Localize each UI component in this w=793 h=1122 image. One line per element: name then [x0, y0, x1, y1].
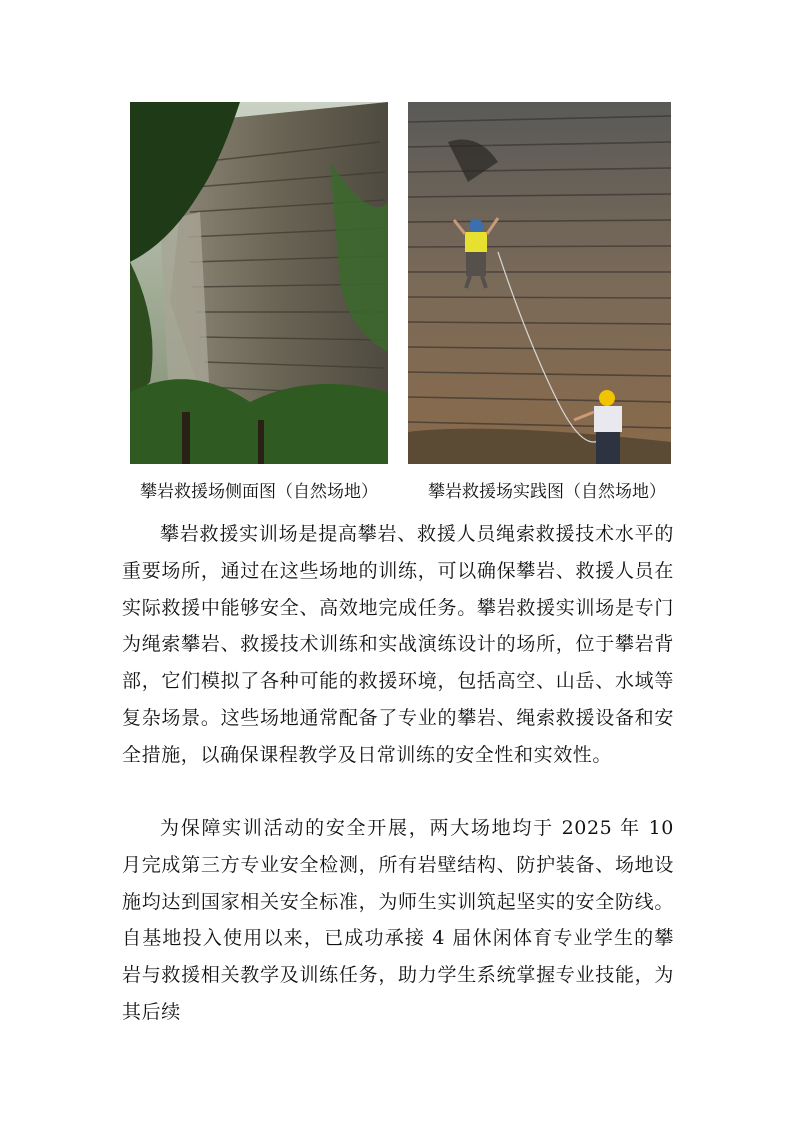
figure-caption-left: 攀岩救援场侧面图（自然场地）	[140, 482, 378, 502]
body-paragraph-2: 为保障实训活动的安全开展，两大场地均于 2025 年 10 月完成第三方专业安全检测，所有岩壁结构、防护装备、场地设施均达到国家相关安全标准，为师生实训筑起坚实的安全防线。自基地投入使用以来，已成功承接 4 届休闲体育专业学生的攀岩与救援相关教学及训练任务，助力学生系统掌握专业技能，为其后续	[122, 817, 674, 1023]
climber-practice-photo	[408, 102, 671, 464]
body-paragraph-1: 攀岩救援实训场是提高攀岩、救援人员绳索救援技术水平的重要场所，通过在这些场地的训练，可以确保攀岩、救援人员在实际救援中能够安全、高效地完成任务。攀岩救援实训场是专门为绳索攀岩、救援技术训练和实战演练设计的场所，位于攀岩背部，它们模拟了各种可能的救援环境，包括高空、山岳、水域等复杂场景。这些场地通常配备了专业的攀岩、绳索救援设备和安全措施，以确保课程教学及日常训练的安全性和实效性。	[122, 523, 674, 766]
cliff-side-view-photo	[130, 102, 388, 464]
figure-caption-right: 攀岩救援场实践图（自然场地）	[428, 482, 666, 502]
